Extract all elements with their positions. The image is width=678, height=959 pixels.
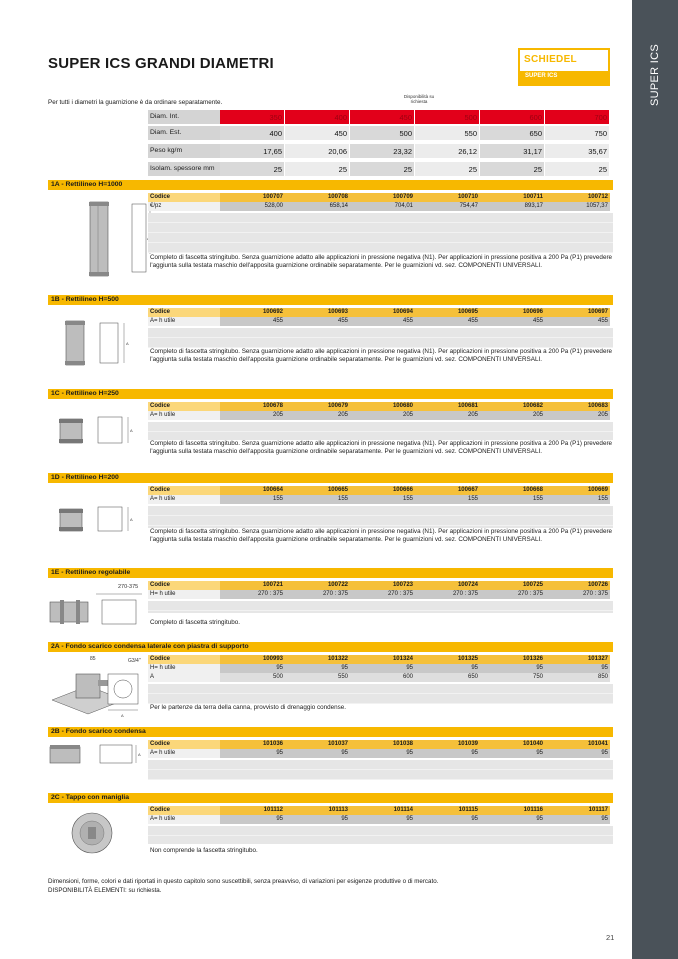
footer bbox=[48, 877, 438, 895]
row-value: 205 bbox=[415, 411, 480, 420]
row-value: 550 bbox=[285, 673, 350, 682]
product-code: 101326 bbox=[480, 655, 545, 664]
product-code: 100667 bbox=[415, 486, 480, 495]
row-value: 750 bbox=[480, 673, 545, 682]
product-code: 100681 bbox=[415, 402, 480, 411]
blank-rows bbox=[148, 684, 613, 706]
spec-value: 700 bbox=[545, 110, 609, 124]
table-row bbox=[148, 486, 613, 495]
spec-value: 25 bbox=[220, 162, 284, 176]
row-value: 650 bbox=[415, 673, 480, 682]
spec-value: 25 bbox=[545, 162, 609, 176]
product-code: 100697 bbox=[545, 308, 610, 317]
spec-label: Peso kg/m bbox=[148, 144, 220, 158]
row-value: 95 bbox=[350, 749, 415, 758]
section-title: 2B - Fondo scarico condensa bbox=[48, 727, 613, 737]
row-value: 95 bbox=[480, 749, 545, 758]
table-row bbox=[148, 202, 613, 211]
row-value: 205 bbox=[545, 411, 610, 420]
section-description: Per le partenze da terra della canna, provvisto di drenaggio condense. bbox=[148, 704, 613, 714]
product-code: 100723 bbox=[350, 581, 415, 590]
logo-brand: SCHIEDEL bbox=[524, 54, 577, 65]
product-code: 100679 bbox=[285, 402, 350, 411]
blank-rows bbox=[148, 328, 613, 348]
row-label: A= h utile bbox=[148, 317, 220, 326]
product-illustration bbox=[60, 315, 150, 371]
svg-text:A: A bbox=[121, 713, 124, 718]
product-code: 101040 bbox=[480, 740, 545, 749]
row-label: Codice bbox=[148, 655, 220, 664]
row-label: A bbox=[148, 673, 220, 682]
spec-row bbox=[148, 144, 613, 158]
table-row bbox=[148, 308, 613, 317]
section-title: 1C - Rettilineo H=250 bbox=[48, 389, 613, 399]
footer-disclaimer: Dimensioni, forme, colori e dati riportati in questo capitolo sono suscettibili, senza preavviso, di variazioni per esigenze produttive o di mercato. bbox=[48, 878, 439, 885]
row-value: 270 : 375 bbox=[220, 590, 285, 599]
product-code: 101114 bbox=[350, 806, 415, 815]
section-title: 2A - Fondo scarico condensa laterale con piastra di supporto bbox=[48, 642, 613, 652]
row-value: 155 bbox=[350, 495, 415, 504]
dimension-label: 270-375 bbox=[118, 584, 139, 590]
table-row bbox=[148, 402, 613, 411]
row-value: 455 bbox=[545, 317, 610, 326]
row-value: 95 bbox=[545, 749, 610, 758]
row-value: 155 bbox=[545, 495, 610, 504]
logo-band bbox=[520, 71, 608, 84]
spec-value: 550 bbox=[415, 126, 479, 140]
product-code: 100707 bbox=[220, 193, 285, 202]
product-code: 101322 bbox=[285, 655, 350, 664]
section-description: Completo di fascetta stringitubo. bbox=[148, 619, 613, 629]
dimension-label: 85 bbox=[90, 656, 96, 662]
row-value: 155 bbox=[480, 495, 545, 504]
footer-availability: DISPONIBILITÀ ELEMENTI: su richiesta. bbox=[48, 887, 162, 894]
spec-label: Diam. Int. bbox=[148, 110, 220, 124]
row-label: Codice bbox=[148, 740, 220, 749]
row-value: 455 bbox=[480, 317, 545, 326]
row-label: Codice bbox=[148, 806, 220, 815]
spec-value: 500 bbox=[415, 110, 479, 124]
row-value: 95 bbox=[415, 749, 480, 758]
spec-value: 350 bbox=[220, 110, 284, 124]
table-row bbox=[148, 590, 613, 599]
spec-value: 25 bbox=[415, 162, 479, 176]
section-description: Non comprende la fascetta stringitubo. bbox=[148, 847, 613, 857]
product-code: 101039 bbox=[415, 740, 480, 749]
product-code: 100711 bbox=[480, 193, 545, 202]
row-value: 205 bbox=[350, 411, 415, 420]
row-value: 205 bbox=[220, 411, 285, 420]
row-label: Codice bbox=[148, 581, 220, 590]
table-row bbox=[148, 806, 613, 815]
section-description: Completo di fascetta stringitubo. Senza guarnizione adatto alle applicazioni in pressione negativa (N1). Per applicazioni in pressione positiva a 200 Pa (P1) prevedere l'aggiunta sulla testata maschio dell'apposita guarnizione ordinabile separatamente. Per le guarnizioni vd. sez. COMPONENTI UNIVERSALI. bbox=[148, 348, 613, 376]
row-label: Codice bbox=[148, 308, 220, 317]
section-description: Completo di fascetta stringitubo. Senza guarnizione adatto alle applicazioni in pressione negativa (N1). Per applicazioni in pressione positiva a 200 Pa (P1) prevedere l'aggiunta sulla testata maschio dell'apposita guarnizione ordinabile separatamente. Per le guarnizioni vd. sez. COMPONENTI UNIVERSALI. bbox=[148, 440, 613, 459]
row-value: 95 bbox=[480, 815, 545, 824]
row-value: 270 : 375 bbox=[285, 590, 350, 599]
row-value: 270 : 375 bbox=[350, 590, 415, 599]
row-label: A= h utile bbox=[148, 495, 220, 504]
product-code: 101112 bbox=[220, 806, 285, 815]
product-code: 100665 bbox=[285, 486, 350, 495]
product-code: 101113 bbox=[285, 806, 350, 815]
spec-value: 500 bbox=[350, 126, 414, 140]
product-code: 100683 bbox=[545, 402, 610, 411]
svg-text:A: A bbox=[138, 752, 141, 757]
product-code: 101116 bbox=[480, 806, 545, 815]
logo-product: SUPER ICS bbox=[525, 73, 558, 79]
spec-label: Diam. Est. bbox=[148, 126, 220, 140]
spec-label: Isolam. spessore mm bbox=[148, 162, 220, 176]
table-row bbox=[148, 655, 613, 664]
product-code: 100664 bbox=[220, 486, 285, 495]
row-value: 95 bbox=[220, 664, 285, 673]
table-row bbox=[148, 193, 613, 202]
blank-rows bbox=[148, 213, 613, 253]
spec-value: 600 bbox=[480, 110, 544, 124]
spec-value: 25 bbox=[350, 162, 414, 176]
section-description: Completo di fascetta stringitubo. Senza guarnizione adatto alle applicazioni in pressione negativa (N1). Per applicazioni in pressione positiva a 200 Pa (P1) prevedere l'aggiunta sulla testata maschio dell'apposita guarnizione ordinabile separatamente. Per le guarnizioni vd. sez. COMPONENTI UNIVERSALI. bbox=[148, 254, 613, 284]
row-value: 95 bbox=[285, 664, 350, 673]
blank-rows bbox=[148, 760, 613, 780]
row-label: Codice bbox=[148, 193, 220, 202]
svg-text:A: A bbox=[130, 517, 133, 522]
spec-value: 450 bbox=[350, 110, 414, 124]
spec-value: 31,17 bbox=[480, 144, 544, 158]
product-illustration bbox=[48, 656, 146, 724]
row-label: Codice bbox=[148, 402, 220, 411]
dimension-label: G3/4" bbox=[128, 658, 141, 664]
row-value: 95 bbox=[285, 749, 350, 758]
product-code: 100709 bbox=[350, 193, 415, 202]
availability-note: Disponibilità su richiesta bbox=[403, 94, 435, 104]
table-row bbox=[148, 411, 613, 420]
product-code: 100710 bbox=[415, 193, 480, 202]
product-code: 101324 bbox=[350, 655, 415, 664]
row-value: 95 bbox=[415, 664, 480, 673]
row-label: H= h utile bbox=[148, 664, 220, 673]
svg-text:A: A bbox=[126, 341, 129, 346]
product-illustration bbox=[56, 501, 146, 543]
row-value: 754,47 bbox=[415, 202, 480, 211]
spec-row bbox=[148, 126, 613, 140]
product-code: 100725 bbox=[480, 581, 545, 590]
row-value: 850 bbox=[545, 673, 610, 682]
spec-value: 25 bbox=[480, 162, 544, 176]
blank-rows bbox=[148, 422, 613, 440]
section-description: Completo di fascetta stringitubo. Senza guarnizione adatto alle applicazioni in pressione negativa (N1). Per applicazioni in pressione positiva a 200 Pa (P1) prevedere l'aggiunta sulla testata maschio dell'apposita guarnizione ordinabile separatamente. Per le guarnizioni vd. sez. COMPONENTI UNIVERSALI. bbox=[148, 528, 613, 556]
spec-value: 17,65 bbox=[220, 144, 284, 158]
row-value: 155 bbox=[415, 495, 480, 504]
product-code: 100712 bbox=[545, 193, 610, 202]
row-label: A= h utile bbox=[148, 815, 220, 824]
spec-row bbox=[148, 162, 613, 176]
product-code: 100696 bbox=[480, 308, 545, 317]
row-value: 1057,37 bbox=[545, 202, 610, 211]
section-title: 1B - Rettilineo H=500 bbox=[48, 295, 613, 305]
product-code: 100721 bbox=[220, 581, 285, 590]
row-value: 270 : 375 bbox=[415, 590, 480, 599]
sidebar bbox=[632, 0, 678, 959]
section-title: 1A - Rettilineo H=1000 bbox=[48, 180, 613, 190]
product-code: 101041 bbox=[545, 740, 610, 749]
table-row bbox=[148, 740, 613, 749]
product-code: 101115 bbox=[415, 806, 480, 815]
intro-text: Per tutti i diametri la guarnizione è da ordinare separatamente. bbox=[48, 99, 223, 106]
table-row bbox=[148, 495, 613, 504]
product-code: 100680 bbox=[350, 402, 415, 411]
row-value: 528,00 bbox=[220, 202, 285, 211]
spec-value: 20,06 bbox=[285, 144, 349, 158]
spec-value: 450 bbox=[285, 126, 349, 140]
table-row bbox=[148, 815, 613, 824]
product-code: 100724 bbox=[415, 581, 480, 590]
product-illustration bbox=[56, 411, 146, 453]
row-value: 658,14 bbox=[285, 202, 350, 211]
section-title: 2C - Tappo con maniglia bbox=[48, 793, 613, 803]
product-code: 101325 bbox=[415, 655, 480, 664]
table-row bbox=[148, 581, 613, 590]
row-label: €/pz bbox=[148, 202, 220, 211]
blank-rows bbox=[148, 601, 613, 613]
row-value: 95 bbox=[285, 815, 350, 824]
row-value: 95 bbox=[545, 664, 610, 673]
spec-value: 26,12 bbox=[415, 144, 479, 158]
product-code: 101117 bbox=[545, 806, 610, 815]
product-code: 100678 bbox=[220, 402, 285, 411]
row-label: A= h utile bbox=[148, 411, 220, 420]
row-value: 95 bbox=[545, 815, 610, 824]
section-title: 1D - Rettilineo H=200 bbox=[48, 473, 613, 483]
spec-value: 400 bbox=[220, 126, 284, 140]
row-value: 455 bbox=[350, 317, 415, 326]
product-code: 100693 bbox=[285, 308, 350, 317]
svg-text:A: A bbox=[130, 428, 133, 433]
product-code: 100993 bbox=[220, 655, 285, 664]
spec-value: 750 bbox=[545, 126, 609, 140]
row-value: 704,01 bbox=[350, 202, 415, 211]
row-value: 95 bbox=[350, 664, 415, 673]
spec-value: 400 bbox=[285, 110, 349, 124]
row-label: H= h utile bbox=[148, 590, 220, 599]
product-code: 100722 bbox=[285, 581, 350, 590]
row-value: 155 bbox=[285, 495, 350, 504]
row-value: 600 bbox=[350, 673, 415, 682]
spec-row bbox=[148, 110, 613, 124]
product-code: 100682 bbox=[480, 402, 545, 411]
spec-value: 650 bbox=[480, 126, 544, 140]
product-code: 100669 bbox=[545, 486, 610, 495]
product-code: 100708 bbox=[285, 193, 350, 202]
row-value: 155 bbox=[220, 495, 285, 504]
row-value: 205 bbox=[285, 411, 350, 420]
table-row bbox=[148, 749, 613, 758]
product-code: 101038 bbox=[350, 740, 415, 749]
row-value: 95 bbox=[220, 749, 285, 758]
product-code: 100694 bbox=[350, 308, 415, 317]
row-value: 95 bbox=[220, 815, 285, 824]
product-illustration bbox=[68, 809, 148, 855]
product-code: 101037 bbox=[285, 740, 350, 749]
sidebar-label: SUPER ICS bbox=[649, 44, 661, 106]
page-title: SUPER ICS GRANDI DIAMETRI bbox=[48, 55, 274, 72]
spec-value: 35,67 bbox=[545, 144, 609, 158]
spec-value: 23,32 bbox=[350, 144, 414, 158]
product-illustration bbox=[70, 200, 160, 280]
row-value: 95 bbox=[350, 815, 415, 824]
blank-rows bbox=[148, 826, 613, 844]
row-value: 270 : 375 bbox=[480, 590, 545, 599]
row-value: 455 bbox=[415, 317, 480, 326]
row-label: Codice bbox=[148, 486, 220, 495]
product-illustration bbox=[48, 741, 146, 771]
product-code: 101327 bbox=[545, 655, 610, 664]
product-code: 101036 bbox=[220, 740, 285, 749]
section-title: 1E - Rettilineo regolabile bbox=[48, 568, 613, 578]
table-row bbox=[148, 664, 613, 673]
row-label: A= h utile bbox=[148, 749, 220, 758]
row-value: 205 bbox=[480, 411, 545, 420]
row-value: 893,17 bbox=[480, 202, 545, 211]
table-row bbox=[148, 673, 613, 682]
product-code: 100668 bbox=[480, 486, 545, 495]
row-value: 455 bbox=[285, 317, 350, 326]
row-value: 270 : 375 bbox=[545, 590, 610, 599]
brand-logo bbox=[518, 48, 610, 86]
row-value: 95 bbox=[480, 664, 545, 673]
row-value: 95 bbox=[415, 815, 480, 824]
product-code: 100666 bbox=[350, 486, 415, 495]
row-value: 500 bbox=[220, 673, 285, 682]
product-code: 100726 bbox=[545, 581, 610, 590]
product-illustration bbox=[48, 588, 146, 630]
table-row bbox=[148, 317, 613, 326]
page-number: 21 bbox=[606, 933, 615, 942]
spec-value: 25 bbox=[285, 162, 349, 176]
blank-rows bbox=[148, 506, 613, 528]
product-code: 100692 bbox=[220, 308, 285, 317]
row-value: 455 bbox=[220, 317, 285, 326]
product-code: 100695 bbox=[415, 308, 480, 317]
